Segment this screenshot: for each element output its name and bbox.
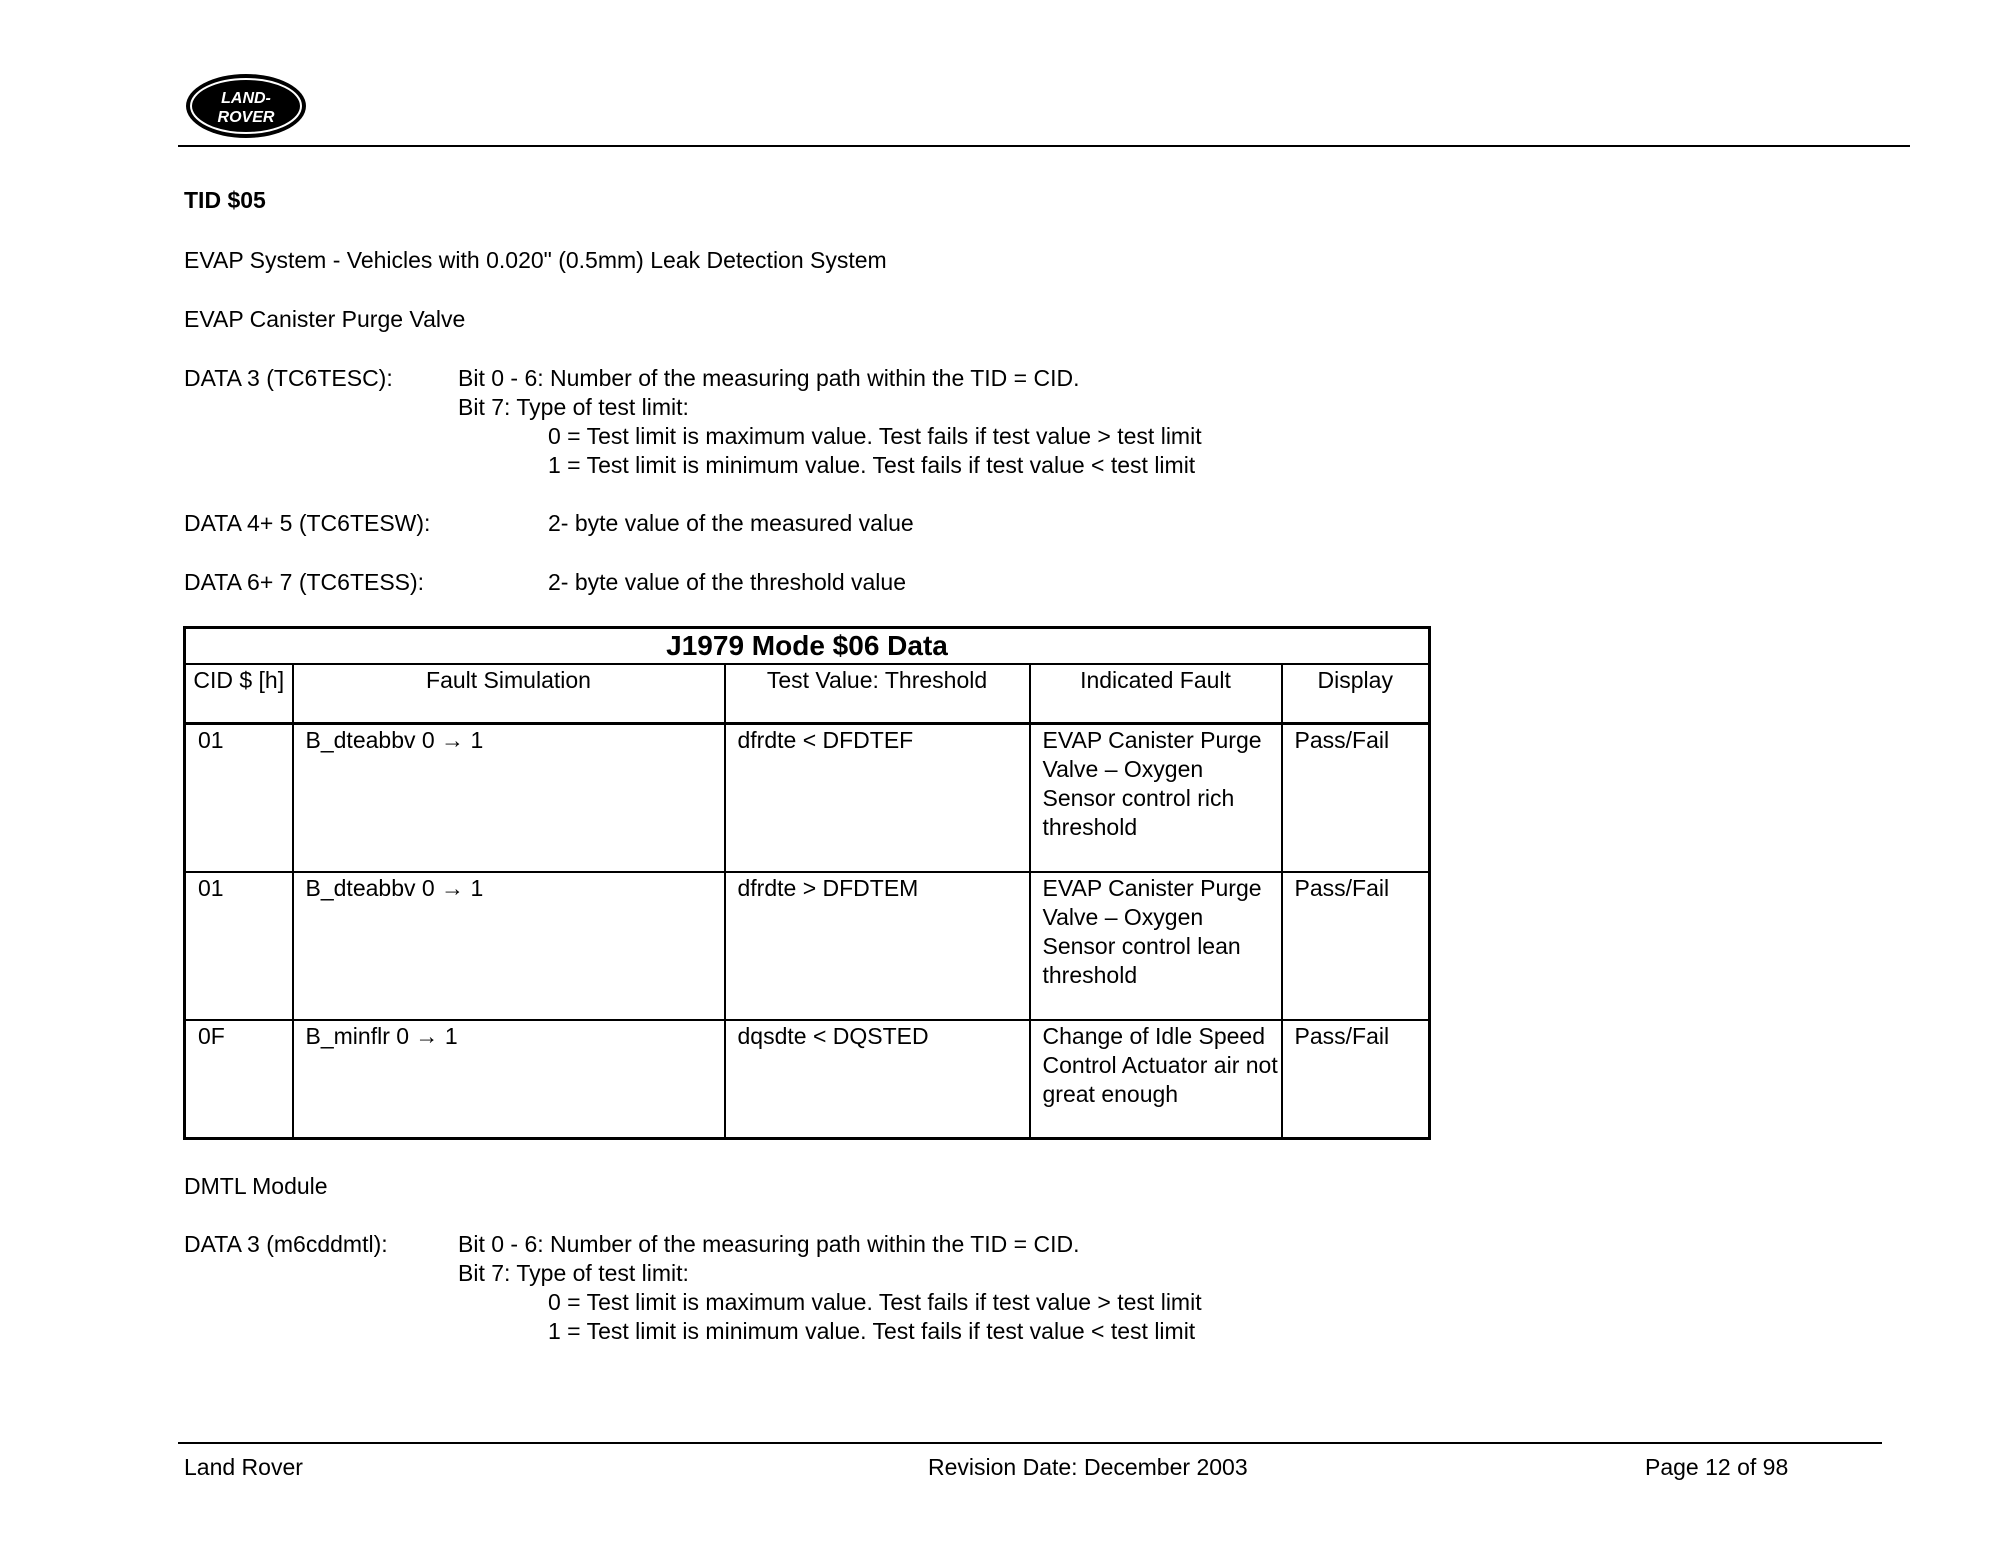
footer-center: Revision Date: December 2003 <box>928 1454 1248 1480</box>
data67-label: DATA 6+ 7 (TC6TESS): <box>184 569 425 595</box>
dmtl-data3-line1: Bit 0 - 6: Number of the measuring path within the TID = CID. <box>458 1231 1080 1257</box>
cell-cid: 01 <box>185 724 293 873</box>
dmtl-data3-line4: 1 = Test limit is minimum value. Test fails if test value < test limit <box>548 1318 1196 1344</box>
logo-text-line1: LAND- <box>221 90 271 107</box>
cell-indicated-fault: Change of Idle Speed Control Actuator air not great enough <box>1030 1020 1282 1139</box>
data67-value: 2- byte value of the threshold value <box>548 569 907 595</box>
dmtl-data3-line3: 0 = Test limit is maximum value. Test fails if test value > test limit <box>548 1289 1202 1315</box>
header-display: Display <box>1282 664 1430 724</box>
cell-display: Pass/Fail <box>1282 1020 1430 1139</box>
data3-line3: 0 = Test limit is maximum value. Test fails if test value > test limit <box>548 423 1202 449</box>
mode06-data-table <box>183 626 1431 1140</box>
table-caption: J1979 Mode $06 Data <box>185 628 1430 665</box>
cell-cid: 0F <box>185 1020 293 1139</box>
data3-line4: 1 = Test limit is minimum value. Test fails if test value < test limit <box>548 452 1196 478</box>
footer-rule <box>178 1442 1882 1444</box>
header-fault-simulation: Fault Simulation <box>293 664 725 724</box>
cell-display: Pass/Fail <box>1282 724 1430 873</box>
footer-right: Page 12 of 98 <box>1645 1454 1789 1480</box>
data45-value: 2- byte value of the measured value <box>548 510 914 536</box>
cell-indicated-fault: EVAP Canister Purge Valve – Oxygen Sensor control rich threshold <box>1030 724 1282 873</box>
header-cid: CID $ [h] <box>185 664 293 724</box>
cell-cid: 01 <box>185 872 293 1020</box>
system-description: EVAP System - Vehicles with 0.020" (0.5mm) Leak Detection System <box>184 247 887 273</box>
dmtl-data3-label: DATA 3 (m6cddmtl): <box>184 1231 388 1257</box>
header-test-value: Test Value: Threshold <box>725 664 1030 724</box>
dmtl-title: DMTL Module <box>184 1173 328 1199</box>
cell-fault-simulation: B_minflr 0 → 1 <box>293 1020 725 1139</box>
section-title: TID $05 <box>184 187 266 213</box>
cell-test-value: dfrdte < DFDTEF <box>725 724 1030 873</box>
data3-label: DATA 3 (TC6TESC): <box>184 365 393 391</box>
cell-fault-simulation: B_dteabbv 0 → 1 <box>293 872 725 1020</box>
header-indicated-fault: Indicated Fault <box>1030 664 1282 724</box>
cell-test-value: dfrdte > DFDTEM <box>725 872 1030 1020</box>
data3-line2: Bit 7: Type of test limit: <box>458 394 689 420</box>
component-name: EVAP Canister Purge Valve <box>184 306 466 332</box>
header-rule <box>178 145 1910 147</box>
data45-label: DATA 4+ 5 (TC6TESW): <box>184 510 431 536</box>
table-row <box>185 724 1430 873</box>
land-rover-logo <box>184 72 308 140</box>
cell-test-value: dqsdte < DQSTED <box>725 1020 1030 1139</box>
table-row <box>185 1020 1430 1139</box>
cell-indicated-fault: EVAP Canister Purge Valve – Oxygen Sensor control lean threshold <box>1030 872 1282 1020</box>
logo-text-line2: ROVER <box>217 109 275 126</box>
cell-display: Pass/Fail <box>1282 872 1430 1020</box>
footer-left: Land Rover <box>184 1454 303 1480</box>
dmtl-data3-line2: Bit 7: Type of test limit: <box>458 1260 689 1286</box>
table-row <box>185 872 1430 1020</box>
data3-line1: Bit 0 - 6: Number of the measuring path within the TID = CID. <box>458 365 1080 391</box>
cell-fault-simulation: B_dteabbv 0 → 1 <box>293 724 725 873</box>
